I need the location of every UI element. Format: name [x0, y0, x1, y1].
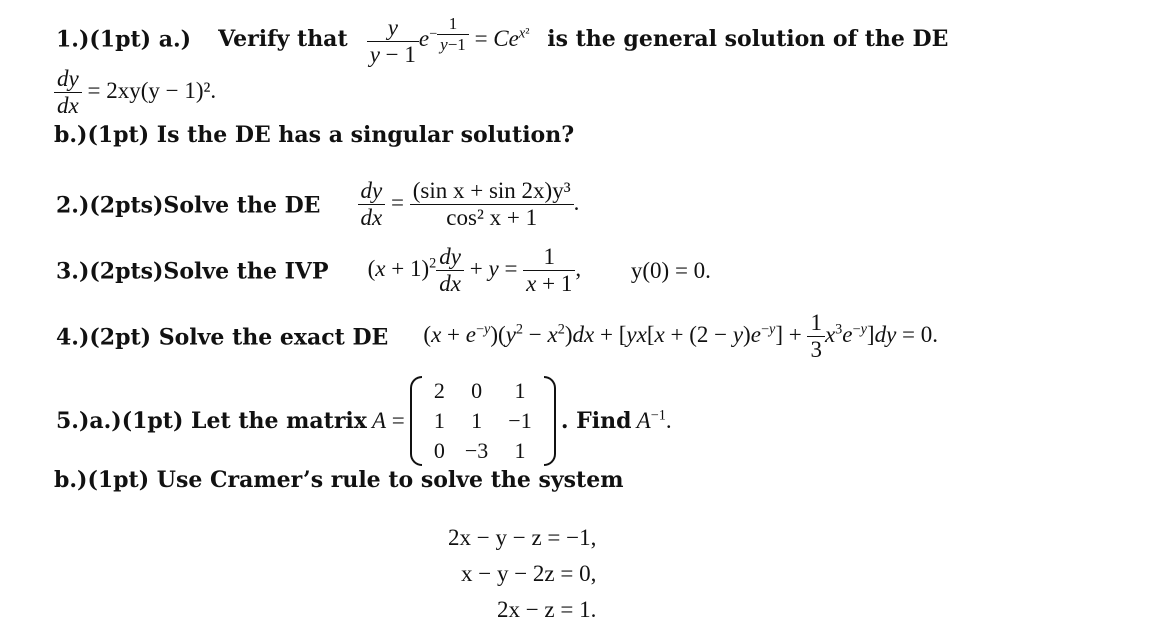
- exact-de-expression: $(x + e^{-y})(y^2 - x^2)dx + [yx[x + (2 - y)e^{-y}]$ + $\frac{1}{3}$ $x^3e^{-y}]dy = 0$.: [423, 310, 939, 362]
- initial-condition: y(0) = 0.: [630, 258, 711, 284]
- problem-2: 2.)(2pts)Solve the DE $\frac{dy}{dx}$ = $\frac{\text{(sin x + sin 2x)y³}}{\text{cos² x + 1}}$ .: [56, 178, 580, 230]
- solution-expression: $\frac{y}{y - 1}$ $e^{- \frac{1}{y-1}}$ = $Ce^{x^2}$: [367, 26, 536, 51]
- problem-4: [56, 310, 938, 363]
- find-text: . Find: [560, 408, 632, 434]
- problem-5b: b.)(1pt) Use Cramer’s rule to solve the system: [54, 467, 624, 493]
- problem-1a-label: 1.)(1pt) a.): [56, 26, 192, 53]
- problem-1b: b.)(1pt) Is the DE has a singular solution?: [54, 122, 575, 148]
- problem-1a: [56, 14, 948, 68]
- system-eq-3: 2x − z = 1.: [496, 597, 597, 622]
- problem-5a: 5.)a.)(1pt) Let the matrix A = 2 0 1 1 1 −1 0 −3 1 . Find $A^{-1}$.: [56, 376, 672, 466]
- problem-1a-de: $\frac{dy}{dx}$ = 2xy(y − 1)².: [54, 66, 216, 119]
- problem-3: 3.)(2pts)Solve the IVP $(x + 1)^2$ $\frac{dy}{dx}$ + y = $\frac{1}{x + 1}$ , y(0) = 0.: [56, 244, 711, 296]
- problem-3-label: 3.)(2pts)Solve the IVP: [56, 258, 329, 285]
- de-rhs: = 2xy(y − 1)².: [87, 77, 217, 103]
- problem-4-label: 4.)(2pt) Solve the exact DE: [56, 324, 389, 351]
- general-solution-text: is the general solution of the DE: [547, 26, 949, 53]
- system-eq-2: x − y − 2z = 0,: [460, 561, 597, 586]
- problem-5a-label: 5.)a.)(1pt) Let the matrix: [56, 408, 367, 434]
- problem-2-label: 2.)(2pts)Solve the DE: [56, 192, 321, 219]
- system-eq-1: 2x − y − z = −1,: [448, 525, 597, 550]
- matrix-a: 2 0 1 1 1 −1 0 −3 1: [410, 376, 556, 466]
- p2-denominator: cos² x + 1: [410, 204, 574, 231]
- verify-text: Verify that: [218, 26, 348, 53]
- linear-system: [448, 520, 596, 628]
- p2-numerator: (sin x + sin 2x)y³: [412, 178, 571, 203]
